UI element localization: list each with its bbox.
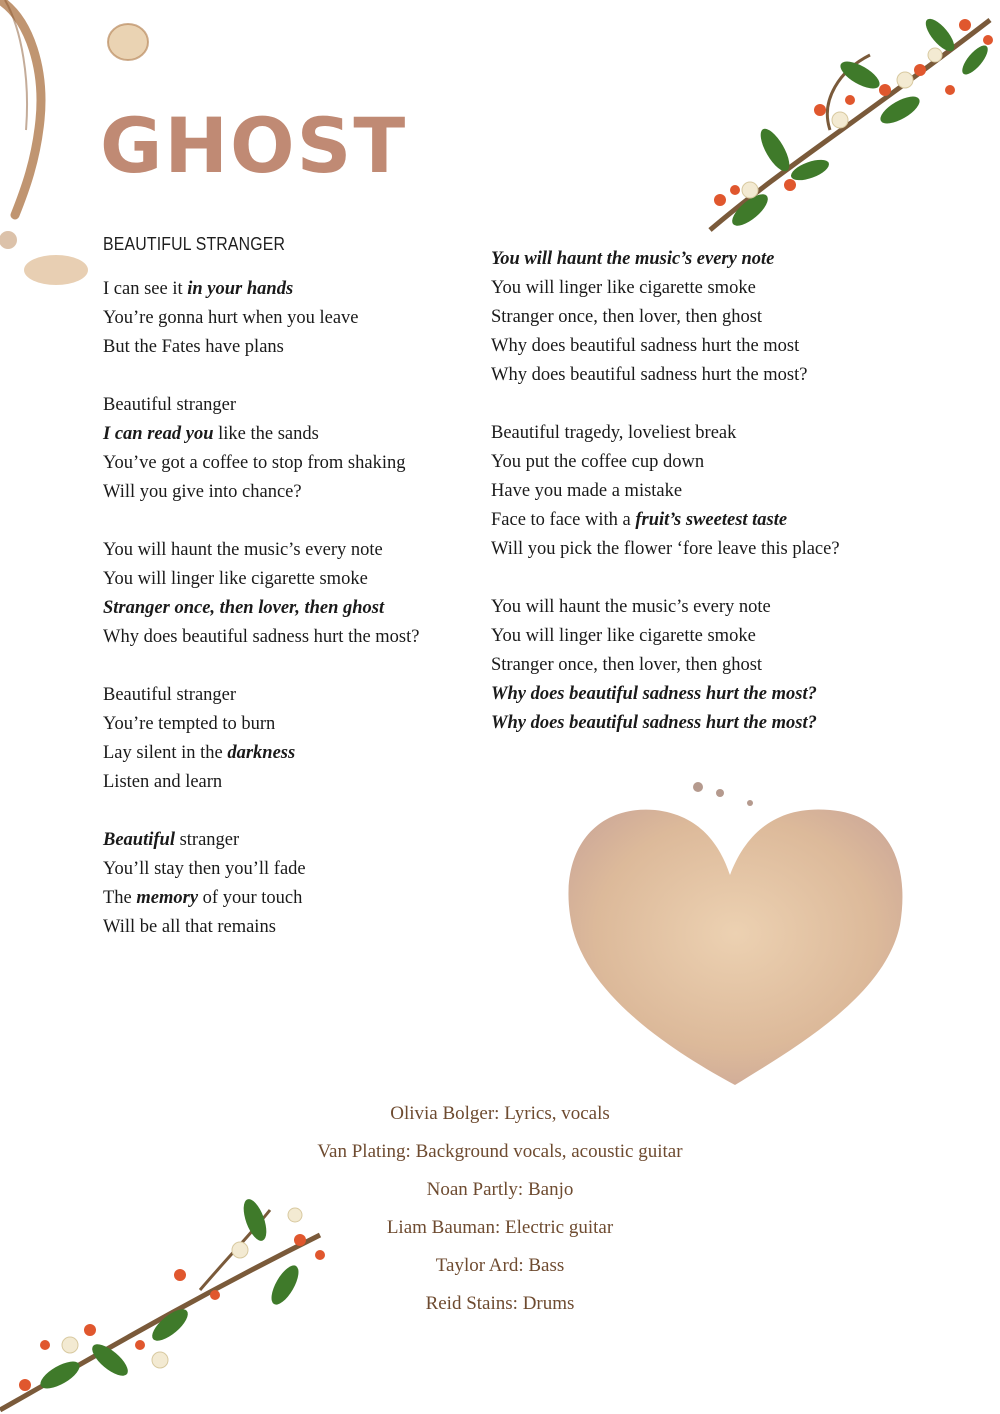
lyric-text: Have you made a mistake (491, 481, 683, 501)
lyric-text: Will be all that remains (103, 917, 276, 937)
watercolor-heart (560, 775, 910, 1090)
lyric-line (103, 681, 420, 710)
lyric-text: Beautiful stranger (103, 395, 237, 415)
lyric-line (103, 449, 420, 478)
stanza-break (491, 390, 840, 419)
lyric-line (103, 623, 420, 652)
stanza-break (103, 507, 420, 536)
lyric-line (491, 506, 840, 535)
lyric-emphasis: Stranger once, then lover, then ghost (103, 598, 385, 618)
lyric-text: You will linger like cigarette smoke (491, 626, 756, 646)
lyric-text: The (103, 888, 137, 908)
credit-line: Noan Partly: Banjo (426, 1179, 574, 1200)
lyric-line (491, 593, 840, 622)
lyric-text: You put the coffee cup down (491, 452, 705, 472)
credit-line: Reid Stains: Drums (425, 1293, 575, 1314)
band-credits (0, 1095, 1000, 1323)
lyric-emphasis: memory (136, 888, 199, 908)
lyric-line (103, 333, 420, 362)
lyric-line (103, 710, 420, 739)
lyric-text: like the sands (213, 424, 319, 444)
lyric-text: Lay silent in the (103, 743, 228, 763)
lyrics-right-column (491, 245, 840, 738)
lyric-emphasis: Why does beautiful sadness hurt the most? (491, 713, 817, 733)
stanza-break (103, 797, 420, 826)
lyric-line (103, 565, 420, 594)
lyric-line (103, 826, 420, 855)
lyric-text: Face to face with a (491, 510, 636, 530)
lyric-text: Beautiful tragedy, loveliest break (491, 423, 737, 443)
lyric-line (491, 709, 840, 738)
lyric-emphasis: darkness (227, 743, 296, 763)
lyric-text: Why does beautiful sadness hurt the most? (491, 365, 808, 385)
lyric-text: Why does beautiful sadness hurt the most? (103, 627, 420, 647)
lyric-line (103, 884, 420, 913)
blossom-branch-top-right (690, 0, 1000, 245)
credit-line: Olivia Bolger: Lyrics, vocals (390, 1103, 610, 1124)
song-subtitle: BEAUTIFUL STRANGER (103, 234, 286, 254)
lyric-text: Stranger once, then lover, then ghost (491, 655, 763, 675)
lyric-emphasis: in your hands (187, 279, 294, 299)
lyric-line (103, 391, 420, 420)
credit-line: Taylor Ard: Bass (435, 1255, 565, 1276)
lyric-text: I can see it (103, 279, 188, 299)
lyric-text: You’ve got a coffee to stop from shaking (103, 453, 406, 473)
credit-line: Liam Bauman: Electric guitar (386, 1217, 614, 1238)
lyric-text: Beautiful stranger (103, 685, 237, 705)
lyric-line (491, 535, 840, 564)
lyrics-left-column (103, 275, 420, 942)
lyric-line (491, 245, 840, 274)
lyric-text: Stranger once, then lover, then ghost (491, 307, 763, 327)
lyric-line (491, 274, 840, 303)
stanza-break (103, 652, 420, 681)
lyric-line (103, 478, 420, 507)
lyric-emphasis: Beautiful (103, 830, 175, 850)
credit-line: Van Plating: Background vocals, acoustic guitar (317, 1141, 683, 1162)
lyric-line (103, 768, 420, 797)
lyric-text: You will haunt the music’s every note (491, 597, 771, 617)
lyric-line (491, 680, 840, 709)
lyric-line (491, 651, 840, 680)
lyric-emphasis: You will haunt the music’s every note (491, 249, 775, 269)
stanza-break (491, 564, 840, 593)
lyric-text: But the Fates have plans (103, 337, 284, 357)
lyric-text: stranger (174, 830, 240, 850)
lyric-line (103, 913, 420, 942)
stanza-break (103, 362, 420, 391)
lyric-line (491, 622, 840, 651)
lyric-text: Will you give into chance? (103, 482, 302, 502)
lyric-line (103, 304, 420, 333)
lyric-line (103, 594, 420, 623)
lyric-line (103, 855, 420, 884)
lyric-line (491, 448, 840, 477)
lyric-line (103, 420, 420, 449)
lyric-text: You’ll stay then you’ll fade (103, 859, 306, 879)
lyric-text: of your touch (198, 888, 303, 908)
lyric-emphasis: Why does beautiful sadness hurt the most? (491, 684, 817, 704)
lyric-text: You will linger like cigarette smoke (491, 278, 756, 298)
lyric-line (491, 477, 840, 506)
song-title: GHOST (100, 101, 408, 190)
lyric-text: Listen and learn (103, 772, 223, 792)
lyric-line (103, 275, 420, 304)
lyric-line (491, 419, 840, 448)
lyric-text: You will haunt the music’s every note (103, 540, 383, 560)
lyric-text: Why does beautiful sadness hurt the most (491, 336, 800, 356)
lyric-line (491, 303, 840, 332)
lyric-emphasis: fruit’s sweetest taste (635, 510, 788, 530)
lyric-emphasis: I can read you (103, 424, 214, 444)
lyric-line (491, 361, 840, 390)
lyric-text: You’re gonna hurt when you leave (103, 308, 359, 328)
lyric-text: Will you pick the flower ‘fore leave this place? (491, 539, 840, 559)
lyric-text: You will linger like cigarette smoke (103, 569, 368, 589)
lyric-line (103, 536, 420, 565)
lyric-text: You’re tempted to burn (103, 714, 276, 734)
lyric-line (103, 739, 420, 768)
lyric-line (491, 332, 840, 361)
